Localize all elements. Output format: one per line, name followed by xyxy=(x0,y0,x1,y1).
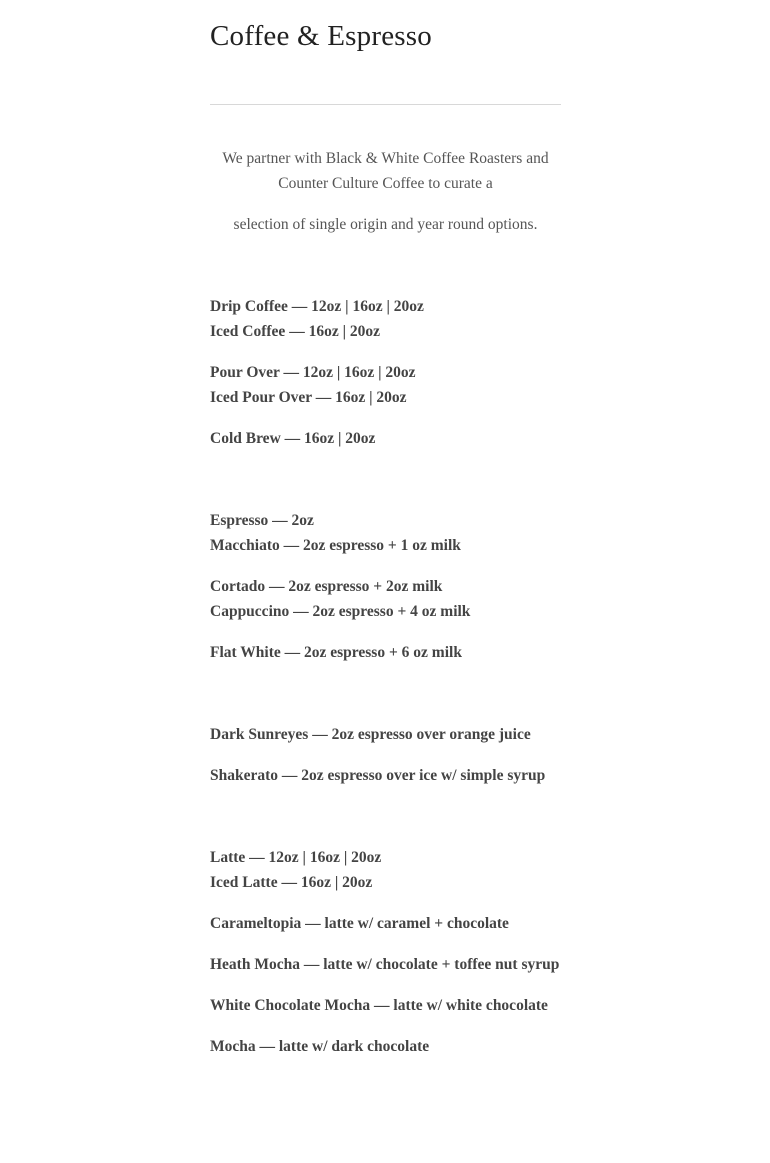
menu-group xyxy=(210,294,561,451)
intro-text xyxy=(204,146,567,237)
menu-group xyxy=(210,845,561,1059)
menu-item xyxy=(210,294,561,344)
menu-item-line: Dark Sunreyes — 2oz espresso over orange juice xyxy=(210,726,531,743)
menu-item-line: Pour Over — 12oz | 16oz | 20oz xyxy=(210,364,416,381)
menu-item-line: Cappuccino — 2oz espresso + 4 oz milk xyxy=(210,603,471,620)
menu-item xyxy=(210,426,561,451)
menu-item xyxy=(210,993,561,1018)
menu-item xyxy=(210,508,561,558)
menu-item-line: White Chocolate Mocha — latte w/ white chocolate xyxy=(210,997,548,1014)
menu-item-line: Macchiato — 2oz espresso + 1 oz milk xyxy=(210,537,461,554)
menu-group xyxy=(210,508,561,665)
menu-item xyxy=(210,763,561,788)
intro-paragraph: We partner with Black & White Coffee Roasters and Counter Culture Coffee to curate a xyxy=(222,150,549,192)
menu-item-line: Drip Coffee — 12oz | 16oz | 20oz xyxy=(210,298,424,315)
menu-item-line: Cortado — 2oz espresso + 2oz milk xyxy=(210,578,443,595)
menu-item xyxy=(210,360,561,410)
menu-item xyxy=(210,640,561,665)
menu-group xyxy=(210,722,561,788)
menu-item xyxy=(210,845,561,895)
menu-item xyxy=(210,722,561,747)
intro-paragraph: selection of single origin and year round options. xyxy=(233,216,538,233)
menu-item-line: Heath Mocha — latte w/ chocolate + toffee nut syrup xyxy=(210,956,560,973)
menu-item xyxy=(210,911,561,936)
menu-item-line: Flat White — 2oz espresso + 6 oz milk xyxy=(210,644,462,661)
menu-item-line: Latte — 12oz | 16oz | 20oz xyxy=(210,849,382,866)
menu-item-line: Espresso — 2oz xyxy=(210,512,314,529)
menu-item xyxy=(210,1034,561,1059)
menu-list xyxy=(210,294,561,1059)
page-title: Coffee & Espresso xyxy=(210,20,432,52)
menu-item-line: Iced Latte — 16oz | 20oz xyxy=(210,874,373,891)
divider xyxy=(210,104,561,105)
menu-item-line: Mocha — latte w/ dark chocolate xyxy=(210,1038,430,1055)
menu-item xyxy=(210,574,561,624)
menu-item-line: Iced Pour Over — 16oz | 20oz xyxy=(210,389,407,406)
menu-item-line: Shakerato — 2oz espresso over ice w/ simple syrup xyxy=(210,767,546,784)
menu-item xyxy=(210,952,561,977)
menu-item-line: Carameltopia — latte w/ caramel + chocolate xyxy=(210,915,509,932)
menu-item-line: Iced Coffee — 16oz | 20oz xyxy=(210,323,380,340)
menu-item-line: Cold Brew — 16oz | 20oz xyxy=(210,430,376,447)
